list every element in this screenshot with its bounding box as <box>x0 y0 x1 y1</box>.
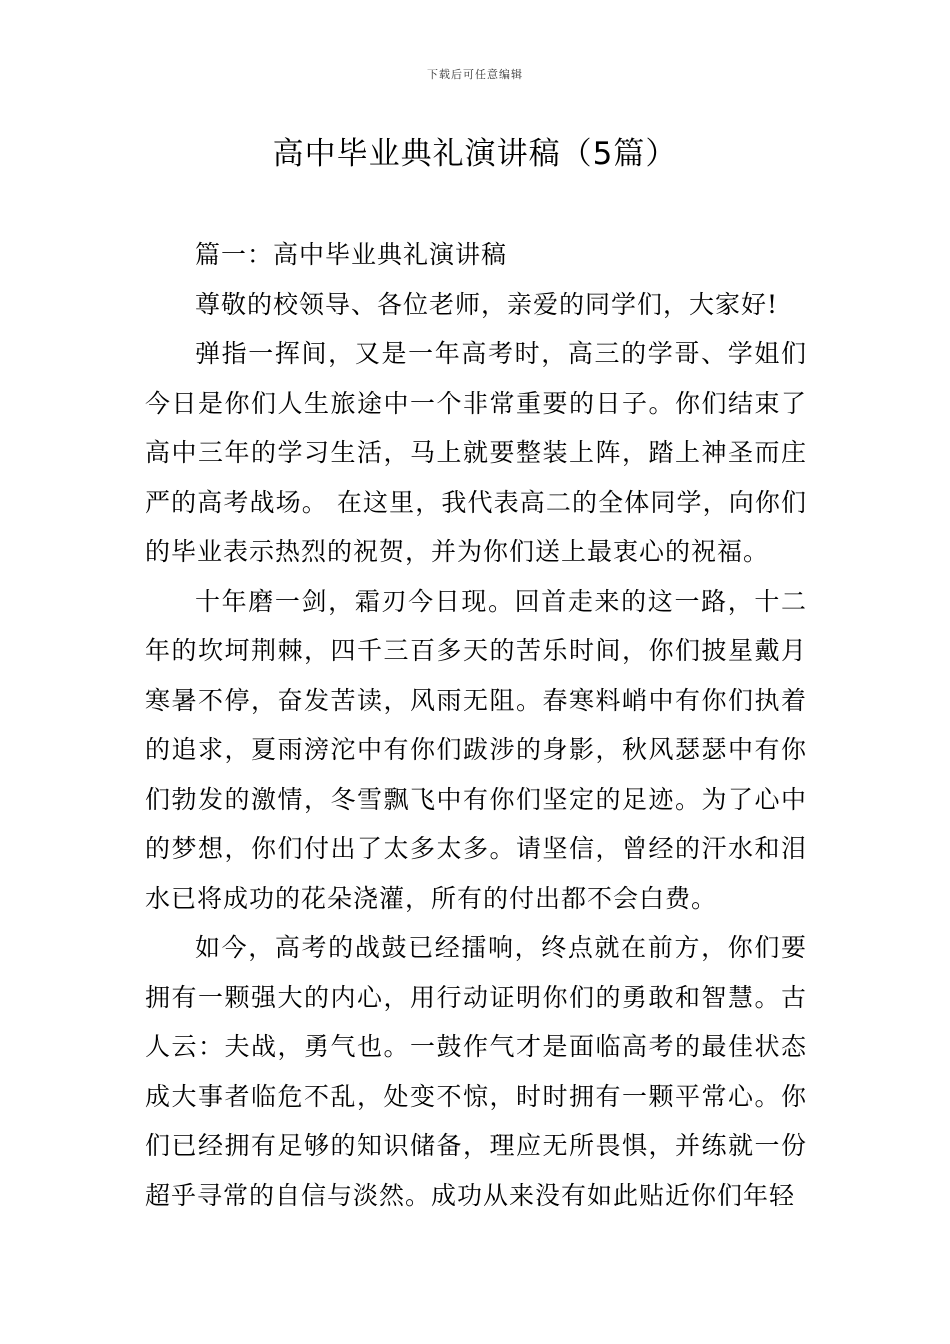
salutation: 尊敬的校领导、各位老师，亲爱的同学们，大家好! <box>195 289 779 319</box>
header-note: 下载后可任意编辑 <box>427 68 523 81</box>
body-paragraph: 如今，高考的战鼓已经擂响，终点就在前方，你们要拥有一颗强大的内心，用行动证明你们的勇敢和智慧。古人云：夫战，勇气也。一鼓作气才是面临高考的最佳状态成大事者临危不乱，处变不惊，时时拥有一颗平常心。你们已经拥有足够的知识储备，理应无所畏惧，并练就一份超乎寻常的自信与淡然。成功从来没有如此贴近你们年轻 <box>145 933 807 1210</box>
body-paragraph: 十年磨一剑，霜刃今日现。回首走来的这一路，十二年的坎坷荆棘，四千三百多天的苦乐时间，你们披星戴月寒暑不停，奋发苦读，风雨无阻。春寒料峭中有你们执着的追求，夏雨滂沱中有你们跋涉的身影，秋风瑟瑟中有你们勃发的激情，冬雪飘飞中有你们坚定的足迹。为了心中的梦想，你们付出了太多太多。请坚信，曾经的汗水和泪水已将成功的花朵浇灌，所有的付出都不会白费。 <box>145 586 807 913</box>
body-paragraph: 弹指一挥间，又是一年高考时，高三的学哥、学姐们今日是你们人生旅途中一个非常重要的日子。你们结束了高中三年的学习生活，马上就要整装上阵，踏上神圣而庄严的高考战场。 在这里，我代表高二的全体同学，向你们的毕业表示热烈的祝贺，并为你们送上最衷心的祝福。 <box>145 339 807 566</box>
document-body <box>145 230 807 1220</box>
section-heading: 篇一：高中毕业典礼演讲稿 <box>195 240 508 269</box>
document-title: 高中毕业典礼演讲稿（5篇） <box>272 136 678 172</box>
